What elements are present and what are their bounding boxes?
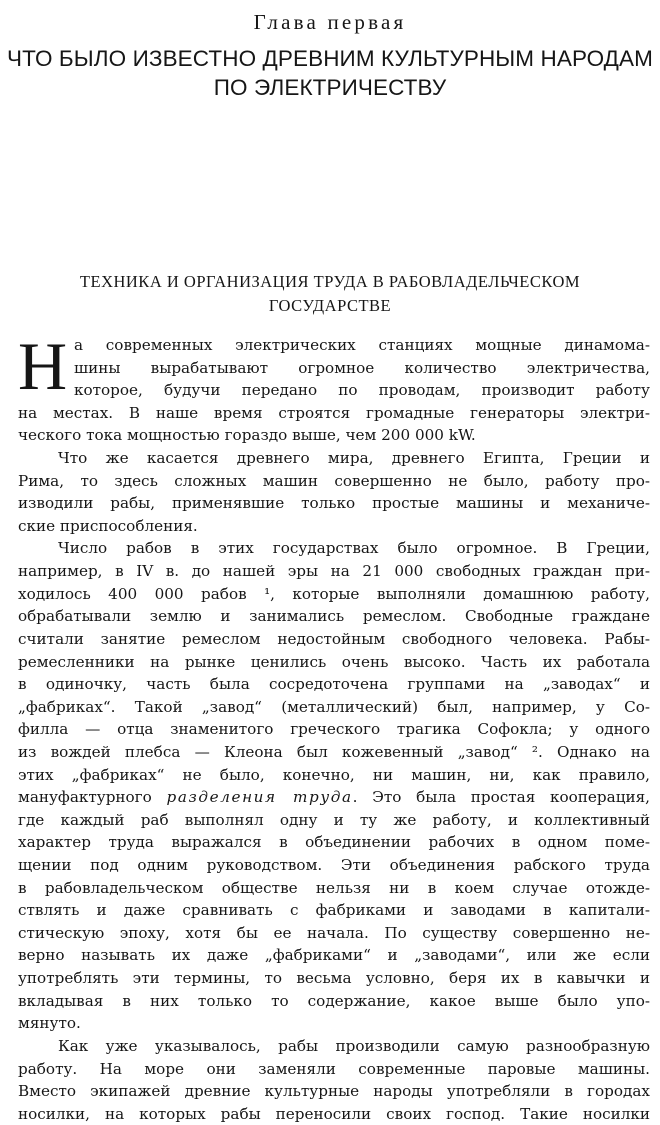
text-line: этих „фабриках“ не было, конечно, ни машин, ни, как правило, [18,765,650,784]
body-text [18,328,650,1125]
chapter-label: Глава первая [253,10,407,34]
text-line: верно называть их даже „фабриками“ и „заводами“, или же если [18,946,650,965]
paragraph-4 [18,1035,650,1125]
text-line: ческого тока мощностью гораздо выше, чем 200 000 kW. [18,426,476,445]
text-line: ские приспособления. [18,516,198,535]
text-fragment: мануфактурного [18,788,152,807]
paragraph-2 [18,447,650,537]
text-line: Как уже указывалось, рабы производили самую разнообразную [58,1036,650,1055]
text-line: носилки, на которых рабы переносили своих господ. Такие носилки [18,1104,650,1123]
text-line: изводили рабы, применявшие только простые машины и механиче- [18,494,650,513]
text-line: работу. На море они заменяли современные паровые машины. [18,1059,650,1078]
text-line: в рабовладельческом обществе нельзя ни в коем случае отожде- [18,878,650,897]
text-line: обрабатывали землю и занимались ремеслом. Свободные граждане [18,607,650,626]
text-line: считали занятие ремеслом недостойным свободного человека. Рабы- [18,629,650,648]
section-title-line: ГОСУДАРСТВЕ [268,296,392,315]
text-line: стическую эпоху, хотя бы ее начала. По существу совершенно не- [18,923,650,942]
text-line: вкладывая в них только то содержание, какое выше было упо- [18,991,650,1010]
text-line: на местах. В наше время строятся громадные генераторы электри- [18,403,650,422]
text-line: характер труда выражался в объединении рабочих в одном поме- [18,833,650,852]
text-line-with-emphasis [18,786,650,809]
text-line: где каждый раб выполнял одну и ту же работу, и коллективный [18,810,650,829]
paragraph-3 [18,537,650,1034]
text-line: например, в IV в. до нашей эры на 21 000 свободных граждан при- [18,562,650,581]
text-line: которое, будучи передано по проводам, производит работу [74,381,650,400]
text-fragment: . Это была простая кооперация, [352,788,650,807]
text-line: филла — отца знаменитого греческого трагика Софокла; у одного [18,720,650,739]
text-line: „фабриках“. Такой „завод“ (металлический) был, например, у Со- [18,697,650,716]
chapter-title-line: ПО ЭЛЕКТРИЧЕСТВУ [213,75,447,100]
text-line: из вождей плебса — Клеона был кожевенный „завод“ ². Однако на [18,742,650,761]
text-line: Что же касается древнего мира, древнего Египта, Греции и [58,449,650,468]
text-line: Число рабов в этих государствах было огромное. В Греции, [58,539,650,558]
paragraph-1 [18,328,650,447]
text-line: в одиночку, часть была сосредоточена группами на „заводах“ и [18,675,650,694]
text-line: а современных электрических станциях мощные динамома- [74,336,650,354]
text-line: ремесленники на рынке ценились очень высоко. Часть их работала [18,652,650,671]
text-line: ходилось 400 000 рабов ¹, которые выполняли домашнюю работу, [18,584,650,603]
text-line: употреблять эти термины, то весьма условно, беря их в кавычки и [18,969,650,988]
text-line: щении под одним руководством. Эти объединения рабского труда [18,856,650,875]
text-line: Вместо экипажей древние культурные народы употребляли в городах [18,1082,650,1101]
emphasized-term: разделения труда [166,788,353,807]
section-title-line: ТЕХНИКА И ОРГАНИЗАЦИЯ ТРУДА В РАБОВЛАДЕЛЬЧЕСКОМ [79,272,581,291]
chapter-title [0,44,660,102]
text-line: мянуто. [18,1014,81,1033]
text-line: ствлять и даже сравнивать с фабриками и заводами в капитали- [18,901,650,920]
drop-cap: Н [18,328,68,404]
section-title [0,270,660,318]
chapter-title-line: ЧТО БЫЛО ИЗВЕСТНО ДРЕВНИМ КУЛЬТУРНЫМ НАРОДАМ [7,46,653,71]
text-line: шины вырабатывают огромное количество электричества, [74,358,650,377]
text-line: Рима, то здесь сложных машин совершенно не было, работу про- [18,471,650,490]
